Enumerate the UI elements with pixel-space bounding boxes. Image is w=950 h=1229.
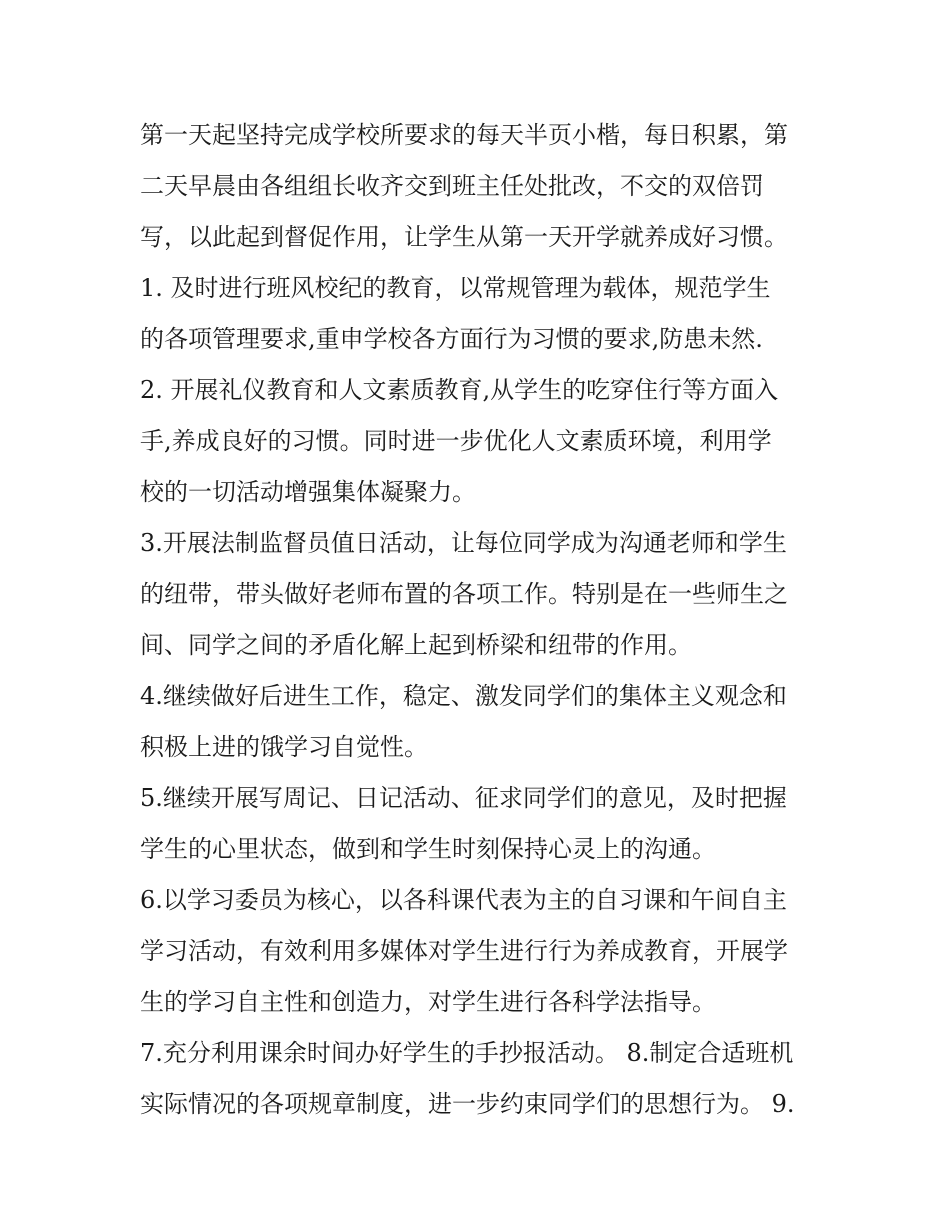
text-line: 7.充分利用课余时间办好学生的手抄报活动。 8.制定合适班机 bbox=[140, 1039, 794, 1067]
text-line: 5.继续开展写周记、日记活动、征求同学们的意见，及时把握 bbox=[140, 784, 787, 812]
text-line: 2. 开展礼仪教育和人文素质教育,从学生的吃穿住行等方面入 bbox=[140, 376, 779, 404]
text-line: 间、同学之间的矛盾化解上起到桥梁和纽带的作用。 bbox=[140, 631, 692, 659]
text-line: 实际情况的各项规章制度，进一步约束同学们的思想行为。 9. bbox=[140, 1090, 795, 1118]
text-line: 二天早晨由各组组长收齐交到班主任处批改，不交的双倍罚 bbox=[140, 172, 764, 200]
text-line: 学生的心里状态，做到和学生时刻保持心灵上的沟通。 bbox=[140, 835, 716, 863]
document-body bbox=[140, 110, 812, 1130]
text-line: 第一天起坚持完成学校所要求的每天半页小楷，每日积累，第 bbox=[140, 121, 788, 149]
text-line: 手,养成良好的习惯。同时进一步优化人文素质环境，利用学 bbox=[140, 427, 772, 455]
text-line: 学习活动，有效利用多媒体对学生进行行为养成教育，开展学 bbox=[140, 937, 788, 965]
text-line: 的各项管理要求,重申学校各方面行为习惯的要求,防患未然. bbox=[140, 325, 763, 353]
text-line: 写，以此起到督促作用，让学生从第一天开学就养成好习惯。 bbox=[140, 223, 788, 251]
text-line: 6.以学习委员为核心，以各科课代表为主的自习课和午间自主 bbox=[140, 886, 787, 914]
text-line: 3.开展法制监督员值日活动，让每位同学成为沟通老师和学生 bbox=[140, 529, 787, 557]
text-line: 4.继续做好后进生工作，稳定、激发同学们的集体主义观念和 bbox=[140, 682, 787, 710]
text-line: 生的学习自主性和创造力，对学生进行各科学法指导。 bbox=[140, 988, 716, 1016]
text-line: 积极上进的饿学习自觉性。 bbox=[140, 733, 428, 761]
text-line: 的纽带，带头做好老师布置的各项工作。特别是在一些师生之 bbox=[140, 580, 788, 608]
text-line: 1. 及时进行班风校纪的教育，以常规管理为载体，规范学生 bbox=[140, 274, 771, 302]
text-line: 校的一切活动增强集体凝聚力。 bbox=[140, 478, 476, 506]
